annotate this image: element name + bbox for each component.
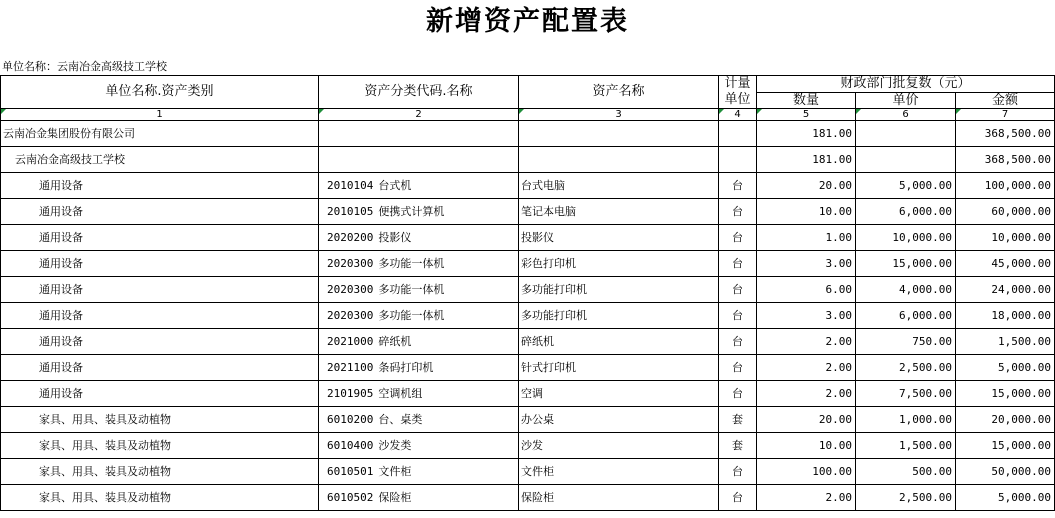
cell-quantity: 2.00 [757, 329, 856, 355]
cell-asset-name: 沙发 [519, 433, 719, 459]
cell-asset-name: 台式电脑 [519, 173, 719, 199]
cell-asset-name: 文件柜 [519, 459, 719, 485]
cell-measure-unit: 台 [719, 303, 757, 329]
cell-unit-category: 通用设备 [1, 277, 319, 303]
cell-asset-code [319, 303, 519, 329]
column-number: 6 [856, 109, 956, 121]
cell-unit-category: 通用设备 [1, 251, 319, 277]
cell-quantity: 10.00 [757, 433, 856, 459]
cell-measure-unit: 台 [719, 485, 757, 511]
cell-quantity: 3.00 [757, 303, 856, 329]
cell-asset-code [319, 459, 519, 485]
cell-asset-code [319, 251, 519, 277]
table-row [1, 199, 1055, 225]
column-number: 3 [519, 109, 719, 121]
cell-asset-code [319, 121, 519, 147]
cell-measure-unit [719, 147, 757, 173]
cell-measure-unit: 台 [719, 459, 757, 485]
cell-amount: 1,500.00 [956, 329, 1055, 355]
cell-asset-name: 针式打印机 [519, 355, 719, 381]
asset-code-name: 空调机组 [378, 387, 423, 400]
cell-unit-category: 通用设备 [1, 173, 319, 199]
cell-asset-code [319, 433, 519, 459]
cell-measure-unit: 台 [719, 173, 757, 199]
cell-asset-code [319, 329, 519, 355]
cell-quantity: 2.00 [757, 381, 856, 407]
cell-unit-category: 家具、用具、装具及动植物 [1, 433, 319, 459]
cell-unit-price: 500.00 [856, 459, 956, 485]
cell-amount: 100,000.00 [956, 173, 1055, 199]
table-row [1, 381, 1055, 407]
cell-measure-unit: 套 [719, 407, 757, 433]
cell-measure-unit: 台 [719, 251, 757, 277]
table-row [1, 251, 1055, 277]
asset-table [0, 75, 1055, 511]
cell-unit-category: 云南冶金集团股份有限公司 [1, 121, 319, 147]
asset-code: 2021000 [327, 335, 374, 348]
cell-unit-price: 15,000.00 [856, 251, 956, 277]
cell-amount: 18,000.00 [956, 303, 1055, 329]
header-asset-name: 资产名称 [519, 76, 719, 109]
asset-code: 6010400 [327, 439, 374, 452]
header-unit-category: 单位名称.资产类别 [1, 76, 319, 109]
cell-asset-code [319, 147, 519, 173]
header-quantity: 数量 [757, 93, 856, 109]
column-number: 2 [319, 109, 519, 121]
asset-code-name: 多功能一体机 [378, 309, 445, 322]
cell-asset-code [319, 225, 519, 251]
cell-measure-unit: 套 [719, 433, 757, 459]
table-row [1, 329, 1055, 355]
cell-measure-unit: 台 [719, 329, 757, 355]
cell-amount: 368,500.00 [956, 147, 1055, 173]
table-row [1, 147, 1055, 173]
asset-code: 2021100 [327, 361, 374, 374]
table-row [1, 433, 1055, 459]
table-row [1, 303, 1055, 329]
cell-asset-name: 投影仪 [519, 225, 719, 251]
cell-unit-price: 2,500.00 [856, 355, 956, 381]
cell-amount: 5,000.00 [956, 355, 1055, 381]
cell-unit-category: 通用设备 [1, 303, 319, 329]
asset-code-name: 沙发类 [378, 439, 412, 452]
cell-quantity: 20.00 [757, 407, 856, 433]
cell-unit-category: 通用设备 [1, 199, 319, 225]
cell-unit-price: 5,000.00 [856, 173, 956, 199]
cell-quantity: 181.00 [757, 147, 856, 173]
table-row [1, 225, 1055, 251]
cell-unit-price: 7,500.00 [856, 381, 956, 407]
cell-asset-name: 多功能打印机 [519, 277, 719, 303]
cell-amount: 45,000.00 [956, 251, 1055, 277]
cell-unit-category: 家具、用具、装具及动植物 [1, 459, 319, 485]
cell-measure-unit: 台 [719, 199, 757, 225]
cell-amount: 60,000.00 [956, 199, 1055, 225]
cell-asset-code [319, 173, 519, 199]
cell-quantity: 2.00 [757, 485, 856, 511]
header-amount: 金额 [956, 93, 1055, 109]
cell-asset-code [319, 407, 519, 433]
cell-measure-unit [719, 121, 757, 147]
asset-code: 2020300 [327, 283, 374, 296]
cell-unit-price: 6,000.00 [856, 199, 956, 225]
cell-asset-name: 碎纸机 [519, 329, 719, 355]
cell-asset-name: 保险柜 [519, 485, 719, 511]
asset-code-name: 投影仪 [378, 231, 412, 244]
cell-amount: 50,000.00 [956, 459, 1055, 485]
cell-amount: 10,000.00 [956, 225, 1055, 251]
cell-amount: 5,000.00 [956, 485, 1055, 511]
cell-unit-category: 通用设备 [1, 355, 319, 381]
header-unit-price: 单价 [856, 93, 956, 109]
cell-amount: 368,500.00 [956, 121, 1055, 147]
table-row [1, 459, 1055, 485]
asset-code: 2020300 [327, 309, 374, 322]
cell-unit-price: 2,500.00 [856, 485, 956, 511]
cell-measure-unit: 台 [719, 277, 757, 303]
header-finance-approved: 财政部门批复数（元） [757, 76, 1055, 93]
cell-quantity: 6.00 [757, 277, 856, 303]
cell-asset-code [319, 485, 519, 511]
cell-asset-code [319, 355, 519, 381]
cell-unit-price: 6,000.00 [856, 303, 956, 329]
cell-quantity: 20.00 [757, 173, 856, 199]
asset-code-name: 台、桌类 [378, 413, 423, 426]
cell-unit-category: 通用设备 [1, 225, 319, 251]
table-row [1, 173, 1055, 199]
asset-code-name: 条码打印机 [378, 361, 434, 374]
asset-code: 2010104 [327, 179, 374, 192]
asset-code: 6010200 [327, 413, 374, 426]
asset-code-name: 文件柜 [378, 465, 412, 478]
cell-quantity: 181.00 [757, 121, 856, 147]
cell-asset-name: 多功能打印机 [519, 303, 719, 329]
cell-amount: 20,000.00 [956, 407, 1055, 433]
column-number: 7 [956, 109, 1055, 121]
cell-unit-price: 750.00 [856, 329, 956, 355]
cell-unit-category: 家具、用具、装具及动植物 [1, 407, 319, 433]
asset-code: 2010105 [327, 205, 374, 218]
cell-asset-name [519, 147, 719, 173]
asset-code-name: 碎纸机 [378, 335, 412, 348]
table-row [1, 485, 1055, 511]
asset-code-name: 多功能一体机 [378, 283, 445, 296]
header-asset-code-name: 资产分类代码.名称 [319, 76, 519, 109]
column-number: 5 [757, 109, 856, 121]
cell-asset-name [519, 121, 719, 147]
unit-name-label: 单位名称：云南冶金高级技工学校 [2, 60, 167, 73]
header-measure-unit: 计量单位 [719, 76, 757, 109]
cell-unit-price: 4,000.00 [856, 277, 956, 303]
cell-unit-category: 家具、用具、装具及动植物 [1, 485, 319, 511]
cell-unit-price: 10,000.00 [856, 225, 956, 251]
cell-quantity: 2.00 [757, 355, 856, 381]
asset-code: 6010501 [327, 465, 374, 478]
cell-unit-price [856, 147, 956, 173]
table-row [1, 355, 1055, 381]
cell-quantity: 3.00 [757, 251, 856, 277]
asset-code: 2020300 [327, 257, 374, 270]
cell-quantity: 1.00 [757, 225, 856, 251]
cell-unit-category: 通用设备 [1, 381, 319, 407]
cell-quantity: 100.00 [757, 459, 856, 485]
cell-unit-price: 1,500.00 [856, 433, 956, 459]
cell-unit-price: 1,000.00 [856, 407, 956, 433]
cell-quantity: 10.00 [757, 199, 856, 225]
page-title: 新增资产配置表 [426, 6, 629, 37]
table-row [1, 407, 1055, 433]
table-row [1, 121, 1055, 147]
cell-unit-category: 通用设备 [1, 329, 319, 355]
cell-measure-unit: 台 [719, 225, 757, 251]
cell-asset-name: 空调 [519, 381, 719, 407]
asset-code: 2101905 [327, 387, 374, 400]
cell-asset-name: 笔记本电脑 [519, 199, 719, 225]
cell-unit-price [856, 121, 956, 147]
cell-measure-unit: 台 [719, 355, 757, 381]
cell-unit-category: 云南冶金高级技工学校 [1, 147, 319, 173]
asset-code-name: 台式机 [378, 179, 412, 192]
cell-measure-unit: 台 [719, 381, 757, 407]
column-number: 4 [719, 109, 757, 121]
asset-code-name: 多功能一体机 [378, 257, 445, 270]
cell-asset-code [319, 277, 519, 303]
cell-amount: 15,000.00 [956, 433, 1055, 459]
asset-code: 2020200 [327, 231, 374, 244]
asset-code: 6010502 [327, 491, 374, 504]
cell-amount: 24,000.00 [956, 277, 1055, 303]
table-row [1, 277, 1055, 303]
cell-asset-name: 彩色打印机 [519, 251, 719, 277]
cell-asset-name: 办公桌 [519, 407, 719, 433]
cell-asset-code [319, 381, 519, 407]
column-number: 1 [1, 109, 319, 121]
cell-asset-code [319, 199, 519, 225]
cell-amount: 15,000.00 [956, 381, 1055, 407]
asset-code-name: 便携式计算机 [378, 205, 445, 218]
asset-code-name: 保险柜 [378, 491, 412, 504]
